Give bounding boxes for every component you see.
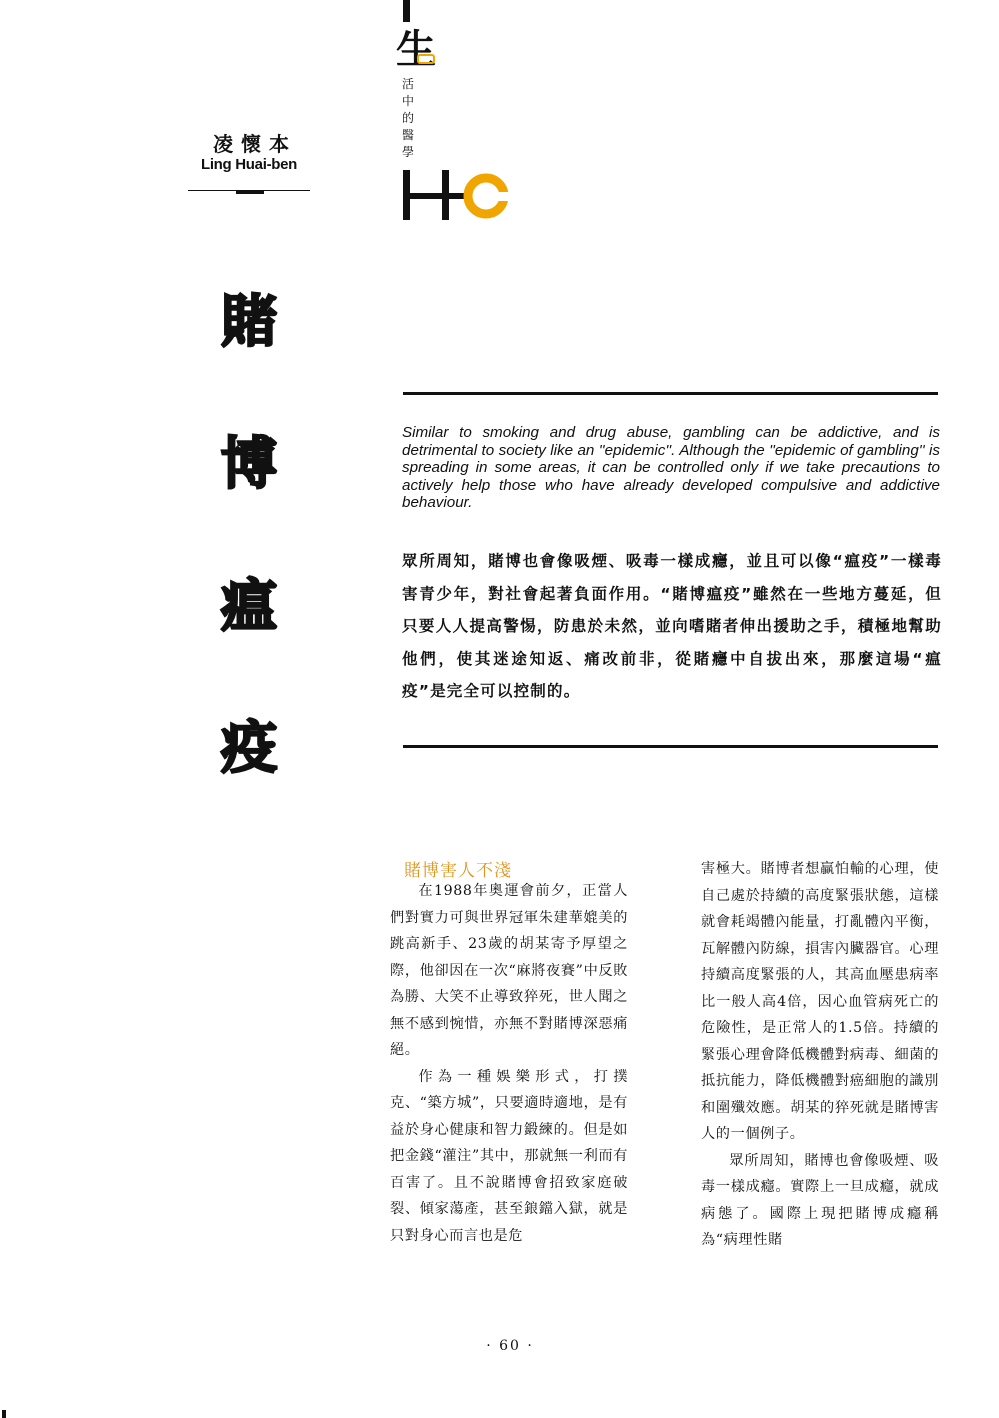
- title-char: 瘟: [221, 574, 277, 639]
- body-column-1: [390, 878, 628, 1249]
- column-logo-big-char: 生: [396, 27, 436, 73]
- column-logo-sub-char: 中: [402, 94, 415, 108]
- author-name-cn: 凌懷本: [213, 132, 297, 156]
- paragraph: 害極大。賭博者想贏怕輸的心理，使自己處於持續的高度緊張狀態，這樣就會耗竭體內能量，打亂體內平衡，瓦解體內防線，損害內臟器官。心理持續高度緊張的人，其高血壓患病率比一般人高4倍，因心血管病死亡的危險性，是正常人的1.5倍。持續的緊張心理會降低機體對病毒、細菌的抵抗能力，降低機體對癌細胞的識別和圍殲效應。胡某的猝死就是賭博害人的一個例子。: [701, 861, 939, 1142]
- corner-mark: [2, 1410, 6, 1418]
- abstract-bottom-rule: [403, 745, 938, 748]
- page-number: · 60 ·: [486, 1338, 534, 1354]
- title-char: 疫: [221, 716, 277, 781]
- vertical-title: [214, 288, 284, 856]
- column-logo-subtitle: [402, 76, 418, 161]
- section-title: 賭博害人不淺: [404, 861, 512, 881]
- title-char: 博: [221, 432, 277, 497]
- body-column-2: [701, 856, 939, 1254]
- column-logo-accent: [417, 54, 435, 64]
- abstract-english: Similar to smoking and drug abuse, gambling can be addictive, and is detrimental to society like an ''epidemic''. Although the ''epidemic of gambling'' is spreading in some areas, it can be controlled only if we take precautions to actively help those who have already developed compulsive and addictive behaviour.: [402, 424, 940, 512]
- column-logo-hc: [402, 170, 512, 222]
- paragraph: 在1988年奧運會前夕，正當人們對實力可與世界冠軍朱建華媲美的跳高新手、23歲的胡某寄予厚望之際，他卻因在一次“麻將夜賽”中反敗為勝、大笑不止導致猝死，世人聞之無不感到惋惜，亦無不對賭博深惡痛絕。: [390, 883, 628, 1058]
- author-name-en: Ling Huai-ben: [200, 156, 298, 173]
- author-divider-accent: [236, 190, 264, 194]
- abstract-chinese: 眾所周知，賭博也會像吸煙、吸毒一樣成癮，並且可以像“瘟疫”一樣毒害青少年，對社會起著負面作用。“賭博瘟疫”雖然在一些地方蔓延，但只要人人提高警惕，防患於未然，並向嗜賭者伸出援助之手，積極地幫助他們，使其迷途知返、痛改前非，從賭癮中自拔出來，那麼這場“瘟疫”是完全可以控制的。: [402, 552, 942, 700]
- column-logo-sub-char: 活: [402, 77, 415, 91]
- column-logo-sub-char: 的: [402, 111, 415, 125]
- column-logo-sub-char: 學: [402, 145, 415, 159]
- abstract-top-rule: [403, 392, 938, 395]
- title-char: 賭: [221, 290, 277, 355]
- column-logo-sub-char: 醫: [402, 128, 415, 142]
- logo-top-bar: [403, 0, 410, 22]
- paragraph: 作為一種娛樂形式，打撲克、“築方城”，只要適時適地，是有益於身心健康和智力鍛練的。但是如把金錢“灌注”其中，那就無一利而有百害了。且不說賭博會招致家庭破裂、傾家蕩產，甚至鋃鐺入獄，就是只對身心而言也是危: [390, 1068, 628, 1244]
- paragraph: 眾所周知，賭博也會像吸煙、吸毒一樣成癮。實際上一旦成癮，就成病態了。國際上現把賭博成癮稱為“病理性賭: [701, 1152, 939, 1248]
